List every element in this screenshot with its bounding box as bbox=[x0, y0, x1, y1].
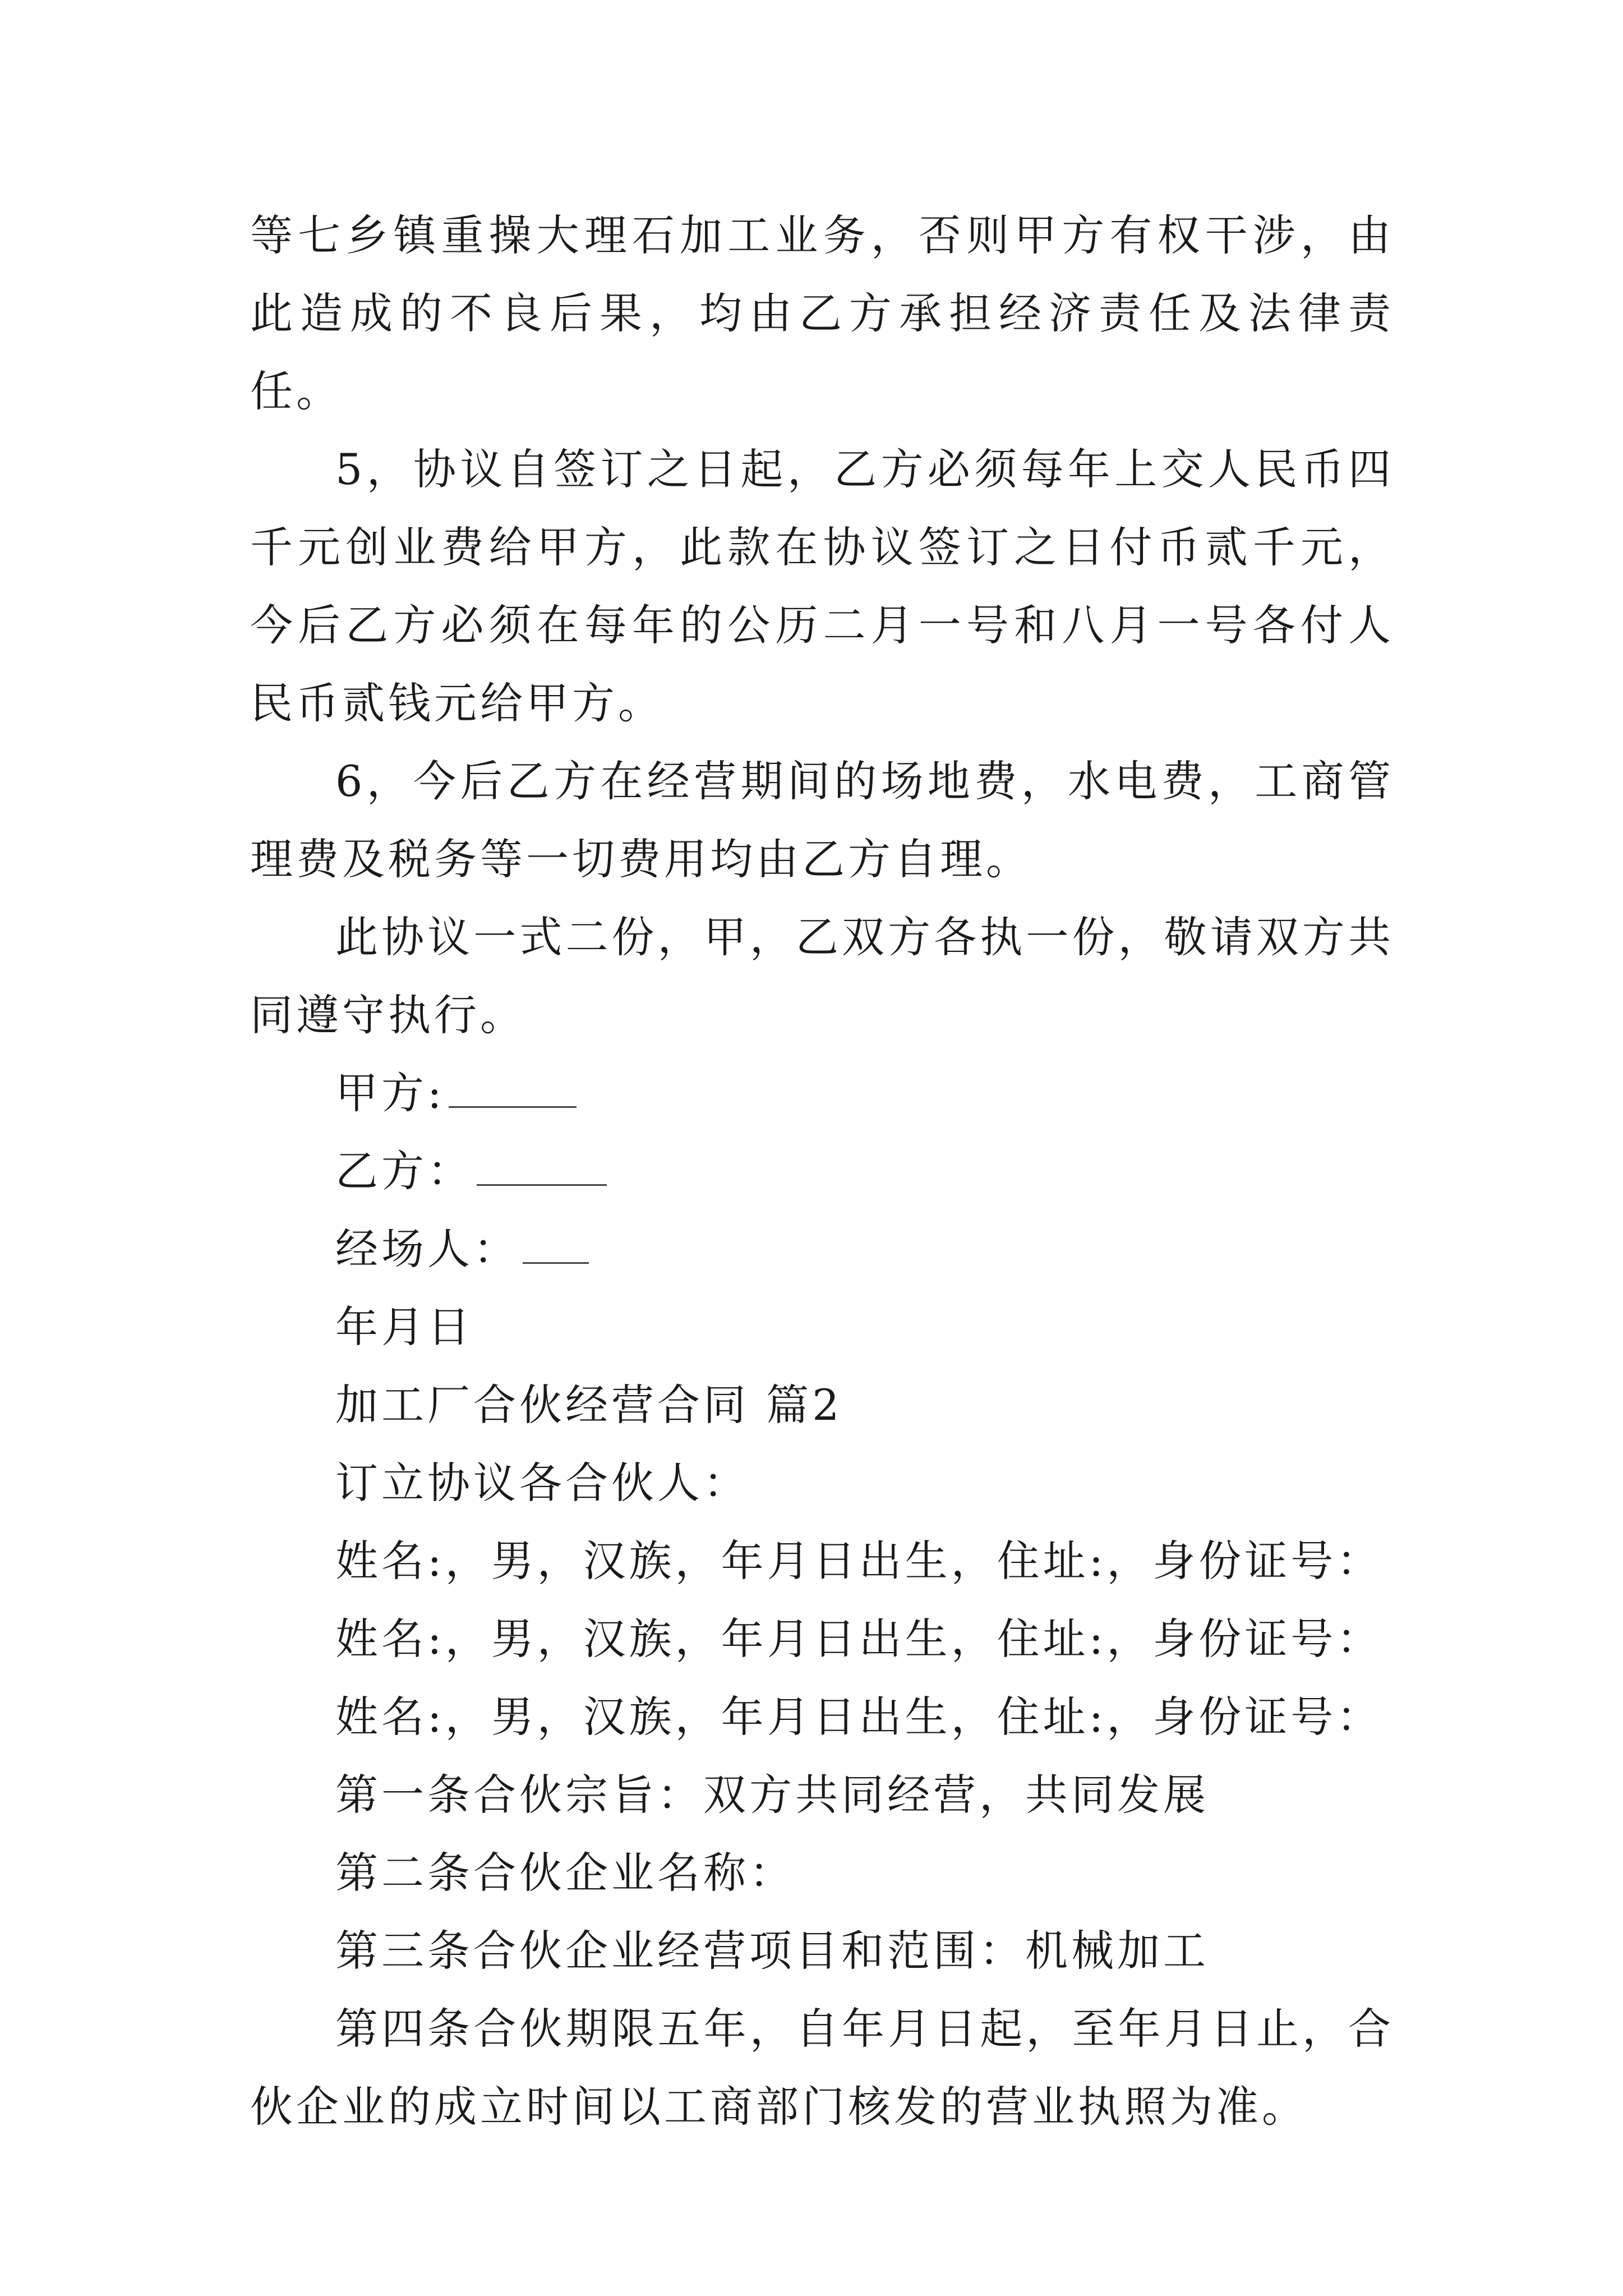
article-1: 第一条合伙宗旨：双方共同经营，共同发展 bbox=[335, 1770, 1209, 1820]
partner-line: 姓名:，男，汉族，年月日出生，住址:，身份证号： bbox=[335, 1692, 1383, 1742]
signature-party-a bbox=[250, 1054, 1394, 1132]
document-body bbox=[250, 196, 1394, 2146]
signature-witness bbox=[250, 1210, 1394, 1288]
date-line: 年月日 bbox=[335, 1302, 473, 1352]
section-title: 加工厂合伙经营合同 篇2 bbox=[335, 1380, 843, 1430]
paragraph-clause6: 6，今后乙方在经营期间的场地费，水电费，工商管理费及税务等一切费用均由乙方自理。 bbox=[250, 756, 1394, 884]
signature-party-b bbox=[250, 1132, 1394, 1210]
paragraph-copies: 此协议一式二份，甲，乙双方各执一份，敬请双方共同遵守执行。 bbox=[250, 912, 1394, 1040]
signature-witness-line bbox=[523, 1228, 589, 1264]
article-2: 第二条合伙企业名称： bbox=[335, 1848, 795, 1898]
paragraph-clause5: 5，协议自签订之日起，乙方必须每年上交人民币四千元创业费给甲方，此款在协议签订之日付币贰千元，今后乙方必须在每年的公历二月一号和八月一号各付人民币贰钱元给甲方。 bbox=[250, 444, 1394, 728]
partner-line: 姓名:，男，汉族，年月日出生，住址:，身份证号： bbox=[335, 1614, 1383, 1664]
signature-witness-label: 经场人： bbox=[335, 1224, 519, 1274]
signature-party-a-line bbox=[449, 1073, 577, 1108]
article-4: 第四条合伙期限五年，自年月日起，至年月日止，合伙企业的成立时间以工商部门核发的营业执照为准。 bbox=[250, 2004, 1394, 2132]
partner-line: 姓名:，男，汉族，年月日出生，住址:，身份证号： bbox=[335, 1536, 1383, 1586]
signature-party-b-line bbox=[477, 1151, 607, 1186]
signature-party-a-label: 甲方: bbox=[335, 1068, 445, 1118]
paragraph-clause4-continued: 等七乡镇重操大理石加工业务，否则甲方有权干涉，由此造成的不良后果，均由乙方承担经济责任及法律责任。 bbox=[250, 210, 1394, 416]
article-3: 第三条合伙企业经营项目和范围：机械加工 bbox=[335, 1926, 1209, 1976]
signature-party-b-label: 乙方： bbox=[335, 1146, 473, 1196]
partners-intro: 订立协议各合伙人： bbox=[335, 1458, 749, 1508]
